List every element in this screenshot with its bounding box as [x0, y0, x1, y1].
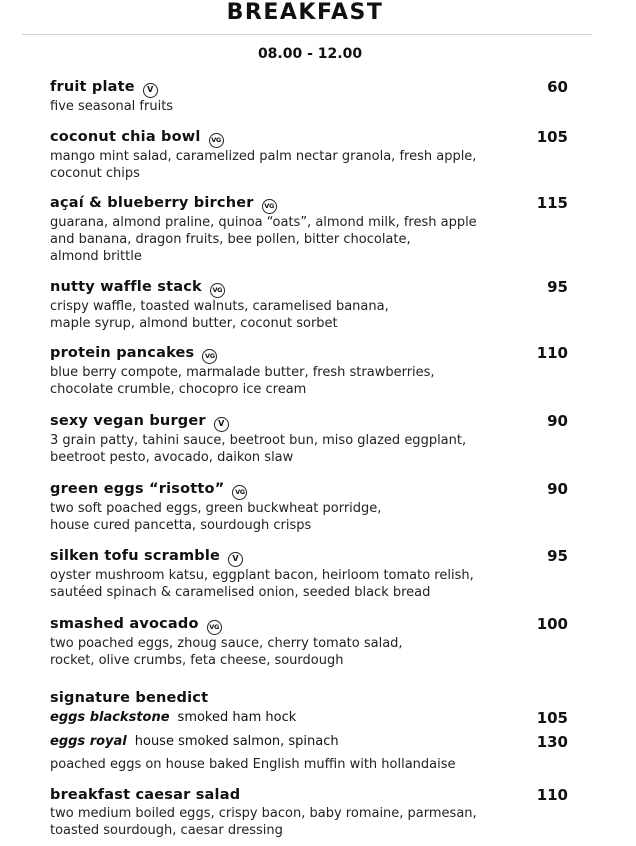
item-description: two soft poached eggs, green buckwheat porridge,: [50, 500, 382, 516]
option-price: 105: [536, 709, 568, 727]
item-name: breakfast caesar salad: [50, 787, 241, 803]
item-price: 100: [536, 615, 568, 633]
item-name: fruit plate: [50, 79, 135, 95]
title-divider: [22, 34, 592, 35]
menu-item: [50, 77, 570, 115]
menu-item: [50, 277, 570, 332]
item-name-row: [50, 614, 570, 635]
item-price: 60: [547, 78, 568, 96]
vegan-icon: VG: [202, 349, 217, 364]
item-name: coconut chia bowl: [50, 129, 201, 145]
item-description: two medium boiled eggs, crispy bacon, baby romaine, parmesan,: [50, 806, 477, 821]
item-description: maple syrup, almond butter, coconut sorbet: [50, 315, 338, 331]
item-price: 90: [547, 412, 568, 430]
benedict-option: [50, 730, 570, 754]
item-description: oyster mushroom katsu, eggplant bacon, heirloom tomato relish,: [50, 567, 474, 583]
option-description: house smoked salmon, spinach: [134, 734, 339, 749]
benedict-section: [50, 688, 570, 773]
item-description: mango mint salad, caramelized palm nectar granola, fresh apple,: [50, 148, 477, 164]
menu-item: [50, 546, 570, 601]
item-description: chocolate crumble, chocopro ice cream: [50, 381, 307, 397]
vegan-icon: VG: [207, 620, 222, 635]
item-description: toasted sourdough, caesar dressing: [50, 823, 283, 838]
item-description: blue berry compote, marmalade butter, fresh strawberries,: [50, 364, 435, 380]
item-price: 115: [536, 194, 568, 212]
menu-item: [50, 479, 570, 534]
item-description: two poached eggs, zhoug sauce, cherry tomato salad,: [50, 635, 403, 651]
item-name: protein pancakes: [50, 345, 195, 361]
item-name-row: [50, 546, 570, 567]
item-name: smashed avocado: [50, 616, 199, 632]
item-description: guarana, almond praline, quinoa “oats”, almond milk, fresh apple: [50, 214, 477, 230]
vegan-icon: VG: [210, 283, 225, 298]
vegetarian-icon: V: [143, 83, 158, 98]
item-price: 105: [536, 128, 568, 146]
item-name: silken tofu scramble: [50, 548, 221, 564]
item-description: rocket, olive crumbs, feta cheese, sourdough: [50, 652, 344, 668]
item-name-row: [50, 479, 570, 500]
vegan-icon: VG: [209, 133, 224, 148]
item-name: nutty waffle stack: [50, 279, 202, 295]
vegan-icon: VG: [262, 199, 277, 214]
option-name: eggs blackstone: [50, 710, 170, 725]
item-description: beetroot pesto, avocado, daikon slaw: [50, 449, 294, 465]
item-name: green eggs “risotto”: [50, 481, 225, 497]
item-name-row: [50, 77, 570, 98]
item-description: almond brittle: [50, 248, 142, 264]
item-name: sexy vegan burger: [50, 413, 206, 429]
menu-item: [50, 343, 570, 398]
item-name-row: [50, 343, 570, 364]
menu-item: [50, 411, 570, 466]
item-description: crispy waffle, toasted walnuts, caramelised banana,: [50, 298, 389, 314]
menu-title: BREAKFAST: [226, 0, 384, 25]
item-name-row: [50, 411, 570, 432]
item-price: 95: [547, 547, 568, 565]
option-description: smoked ham hock: [177, 710, 297, 725]
item-description: and banana, dragon fruits, bee pollen, bitter chocolate,: [50, 231, 411, 247]
menu-item: [50, 614, 570, 669]
item-price: 110: [536, 786, 568, 804]
menu-item: [50, 127, 570, 182]
menu-item: [50, 785, 570, 839]
vegetarian-icon: V: [228, 552, 243, 567]
item-description: five seasonal fruits: [50, 98, 174, 114]
option-name: eggs royal: [50, 734, 127, 749]
menu-item: [50, 193, 570, 265]
item-description: sautéed spinach & caramelised onion, seeded black bread: [50, 584, 431, 600]
serving-hours: 08.00 - 12.00: [257, 46, 363, 62]
benedict-option: [50, 706, 570, 730]
vegetarian-icon: V: [214, 417, 229, 432]
item-description: coconut chips: [50, 165, 140, 181]
item-description: poached eggs on house baked English muffin with hollandaise: [50, 757, 456, 772]
item-name: açaí & blueberry bircher: [50, 195, 254, 211]
item-description: house cured pancetta, sourdough crisps: [50, 517, 312, 533]
option-price: 130: [536, 733, 568, 751]
vegan-icon: VG: [232, 485, 247, 500]
item-name-row: [50, 127, 570, 148]
item-price: 90: [547, 480, 568, 498]
item-price: 110: [536, 344, 568, 362]
item-name: signature benedict: [50, 690, 209, 706]
item-name-row: [50, 277, 570, 298]
item-price: 95: [547, 278, 568, 296]
item-name-row: [50, 193, 570, 214]
item-description: 3 grain patty, tahini sauce, beetroot bun, miso glazed eggplant,: [50, 432, 467, 448]
